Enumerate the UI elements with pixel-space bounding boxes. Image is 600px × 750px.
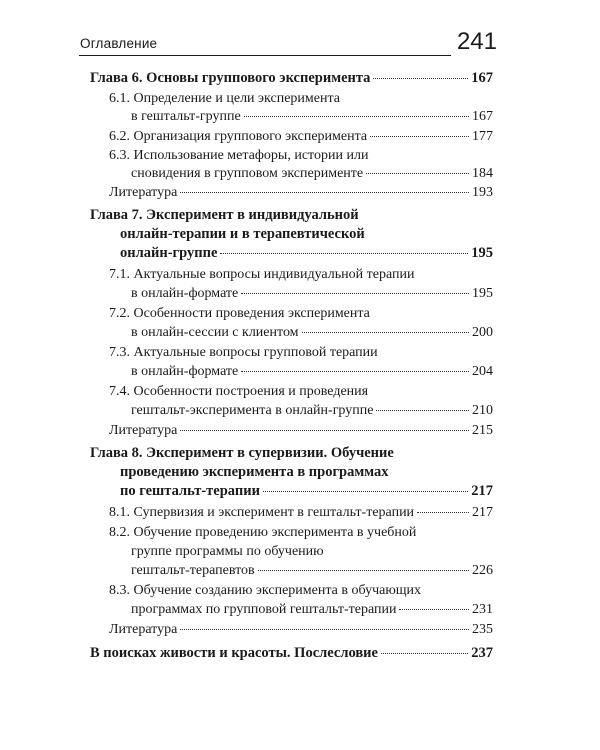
toc-entry-page: 167 (472, 109, 493, 124)
toc-entry-page: 177 (472, 129, 493, 144)
toc-entry-page: 215 (472, 423, 493, 438)
toc-entry-text: 8.2. Обучение проведению эксперимента в учебной (109, 525, 417, 540)
toc-entry-chapter-6[interactable] (90, 68, 493, 88)
leader-dots (376, 410, 469, 411)
toc-entry-afterword[interactable] (90, 643, 493, 663)
toc-entry-page: 195 (472, 286, 493, 301)
toc-entry-chapter-8[interactable] (120, 481, 493, 501)
toc-entry-page: 204 (472, 364, 493, 379)
leader-dots (373, 78, 468, 79)
toc-entry-title: онлайн-группе (120, 245, 218, 261)
toc-entry-page: 193 (472, 185, 493, 200)
toc-entry-page: 167 (471, 70, 493, 86)
toc-entry-title: в онлайн-формате (131, 286, 239, 301)
toc-entry-text: онлайн-терапии и в терапевтической (120, 226, 365, 242)
toc-entry-page: 217 (471, 483, 493, 499)
toc-entry-title: Литература (109, 185, 178, 200)
toc-entry-section-6-2[interactable] (109, 127, 493, 147)
running-head: Оглавление (80, 36, 158, 51)
leader-dots (180, 430, 469, 431)
toc-entry-text: 6.3. Использование метафоры, истории или (109, 148, 369, 163)
leader-dots (366, 173, 469, 174)
toc-entry-page: 237 (471, 645, 493, 661)
toc-entry-section-7-3[interactable] (131, 362, 493, 382)
toc-entry-title: по гештальт-терапии (120, 483, 260, 499)
page-number: 241 (456, 28, 497, 55)
leader-dots (370, 136, 469, 137)
leader-dots (302, 332, 469, 333)
toc-entry-section-7-1[interactable] (131, 284, 493, 304)
toc-entry-title: программах по групповой гештальт-терапии (131, 602, 397, 617)
toc-entry-page: 235 (472, 622, 493, 637)
toc-entry-page: 195 (471, 245, 493, 261)
leader-dots (241, 293, 469, 294)
toc-entry-page: 231 (472, 602, 493, 617)
leader-dots (417, 512, 469, 513)
toc-entry-text: 7.4. Особенности построения и проведения (109, 384, 369, 399)
toc-entry-text: 7.2. Особенности проведения эксперимента (109, 306, 370, 321)
toc-entry-title: в онлайн-формате (131, 364, 239, 379)
toc-entry-section-8-3[interactable] (131, 600, 493, 620)
leader-dots (258, 570, 469, 571)
leader-dots (399, 609, 469, 610)
toc-entry-section-8-1[interactable] (109, 503, 493, 523)
toc-entry-text: Глава 8. Эксперимент в супервизии. Обучение (90, 445, 394, 461)
toc-entry-title: в гештальт-группе (131, 109, 241, 124)
toc-entry-literature-6[interactable] (109, 183, 493, 203)
toc-entry-text: 7.3. Актуальные вопросы групповой терапии (109, 345, 378, 360)
toc-entry-page: 210 (472, 403, 493, 418)
toc-entry-page: 226 (472, 563, 493, 578)
toc-entry-section-6-1[interactable] (131, 107, 493, 127)
leader-dots (220, 253, 468, 254)
leader-dots (381, 653, 468, 654)
toc-entry-text: 7.1. Актуальные вопросы индивидуальной терапии (109, 267, 415, 282)
leader-dots (180, 629, 469, 630)
toc-entry-title: 8.1. Супервизия и эксперимент в гештальт-терапии (109, 505, 415, 520)
toc-entry-text: 6.1. Определение и цели эксперимента (109, 91, 340, 106)
toc-entry-title: 6.2. Организация группового эксперимента (109, 129, 368, 144)
toc-entry-text: проведению эксперимента в программах (120, 464, 389, 480)
toc-entry-title: В поисках живости и красоты. Послесловие (90, 645, 378, 661)
toc-entry-title: сновидения в групповом эксперименте (131, 166, 364, 181)
toc-entry-text: 8.3. Обучение созданию эксперимента в обучающих (109, 583, 422, 598)
toc-entry-chapter-7[interactable] (120, 243, 493, 263)
toc-entry-section-8-2[interactable] (131, 561, 493, 581)
toc-entry-page: 200 (472, 325, 493, 340)
toc-entry-text: группе программы по обучению (131, 544, 324, 559)
toc-entry-page: 184 (472, 166, 493, 181)
toc-entry-section-6-3[interactable] (131, 164, 493, 184)
toc-entry-title: Литература (109, 622, 178, 637)
leader-dots (180, 192, 469, 193)
leader-dots (241, 371, 469, 372)
toc-entry-section-7-2[interactable] (131, 323, 493, 343)
toc-entry-title: гештальт-эксперимента в онлайн-группе (131, 403, 374, 418)
toc-entry-title: Литература (109, 423, 178, 438)
toc-entry-literature-8[interactable] (109, 620, 493, 640)
toc-entry-title: гештальт-терапевтов (131, 563, 255, 578)
toc-entry-text: Глава 7. Эксперимент в индивидуальной (90, 207, 359, 223)
leader-dots (263, 491, 468, 492)
toc-entry-title: в онлайн-сессии с клиентом (131, 325, 299, 340)
toc-entry-title: Глава 6. Основы группового эксперимента (90, 70, 371, 86)
toc-entry-section-7-4[interactable] (131, 401, 493, 421)
toc-entry-literature-7[interactable] (109, 421, 493, 441)
toc-entry-page: 217 (472, 505, 493, 520)
leader-dots (244, 116, 469, 117)
